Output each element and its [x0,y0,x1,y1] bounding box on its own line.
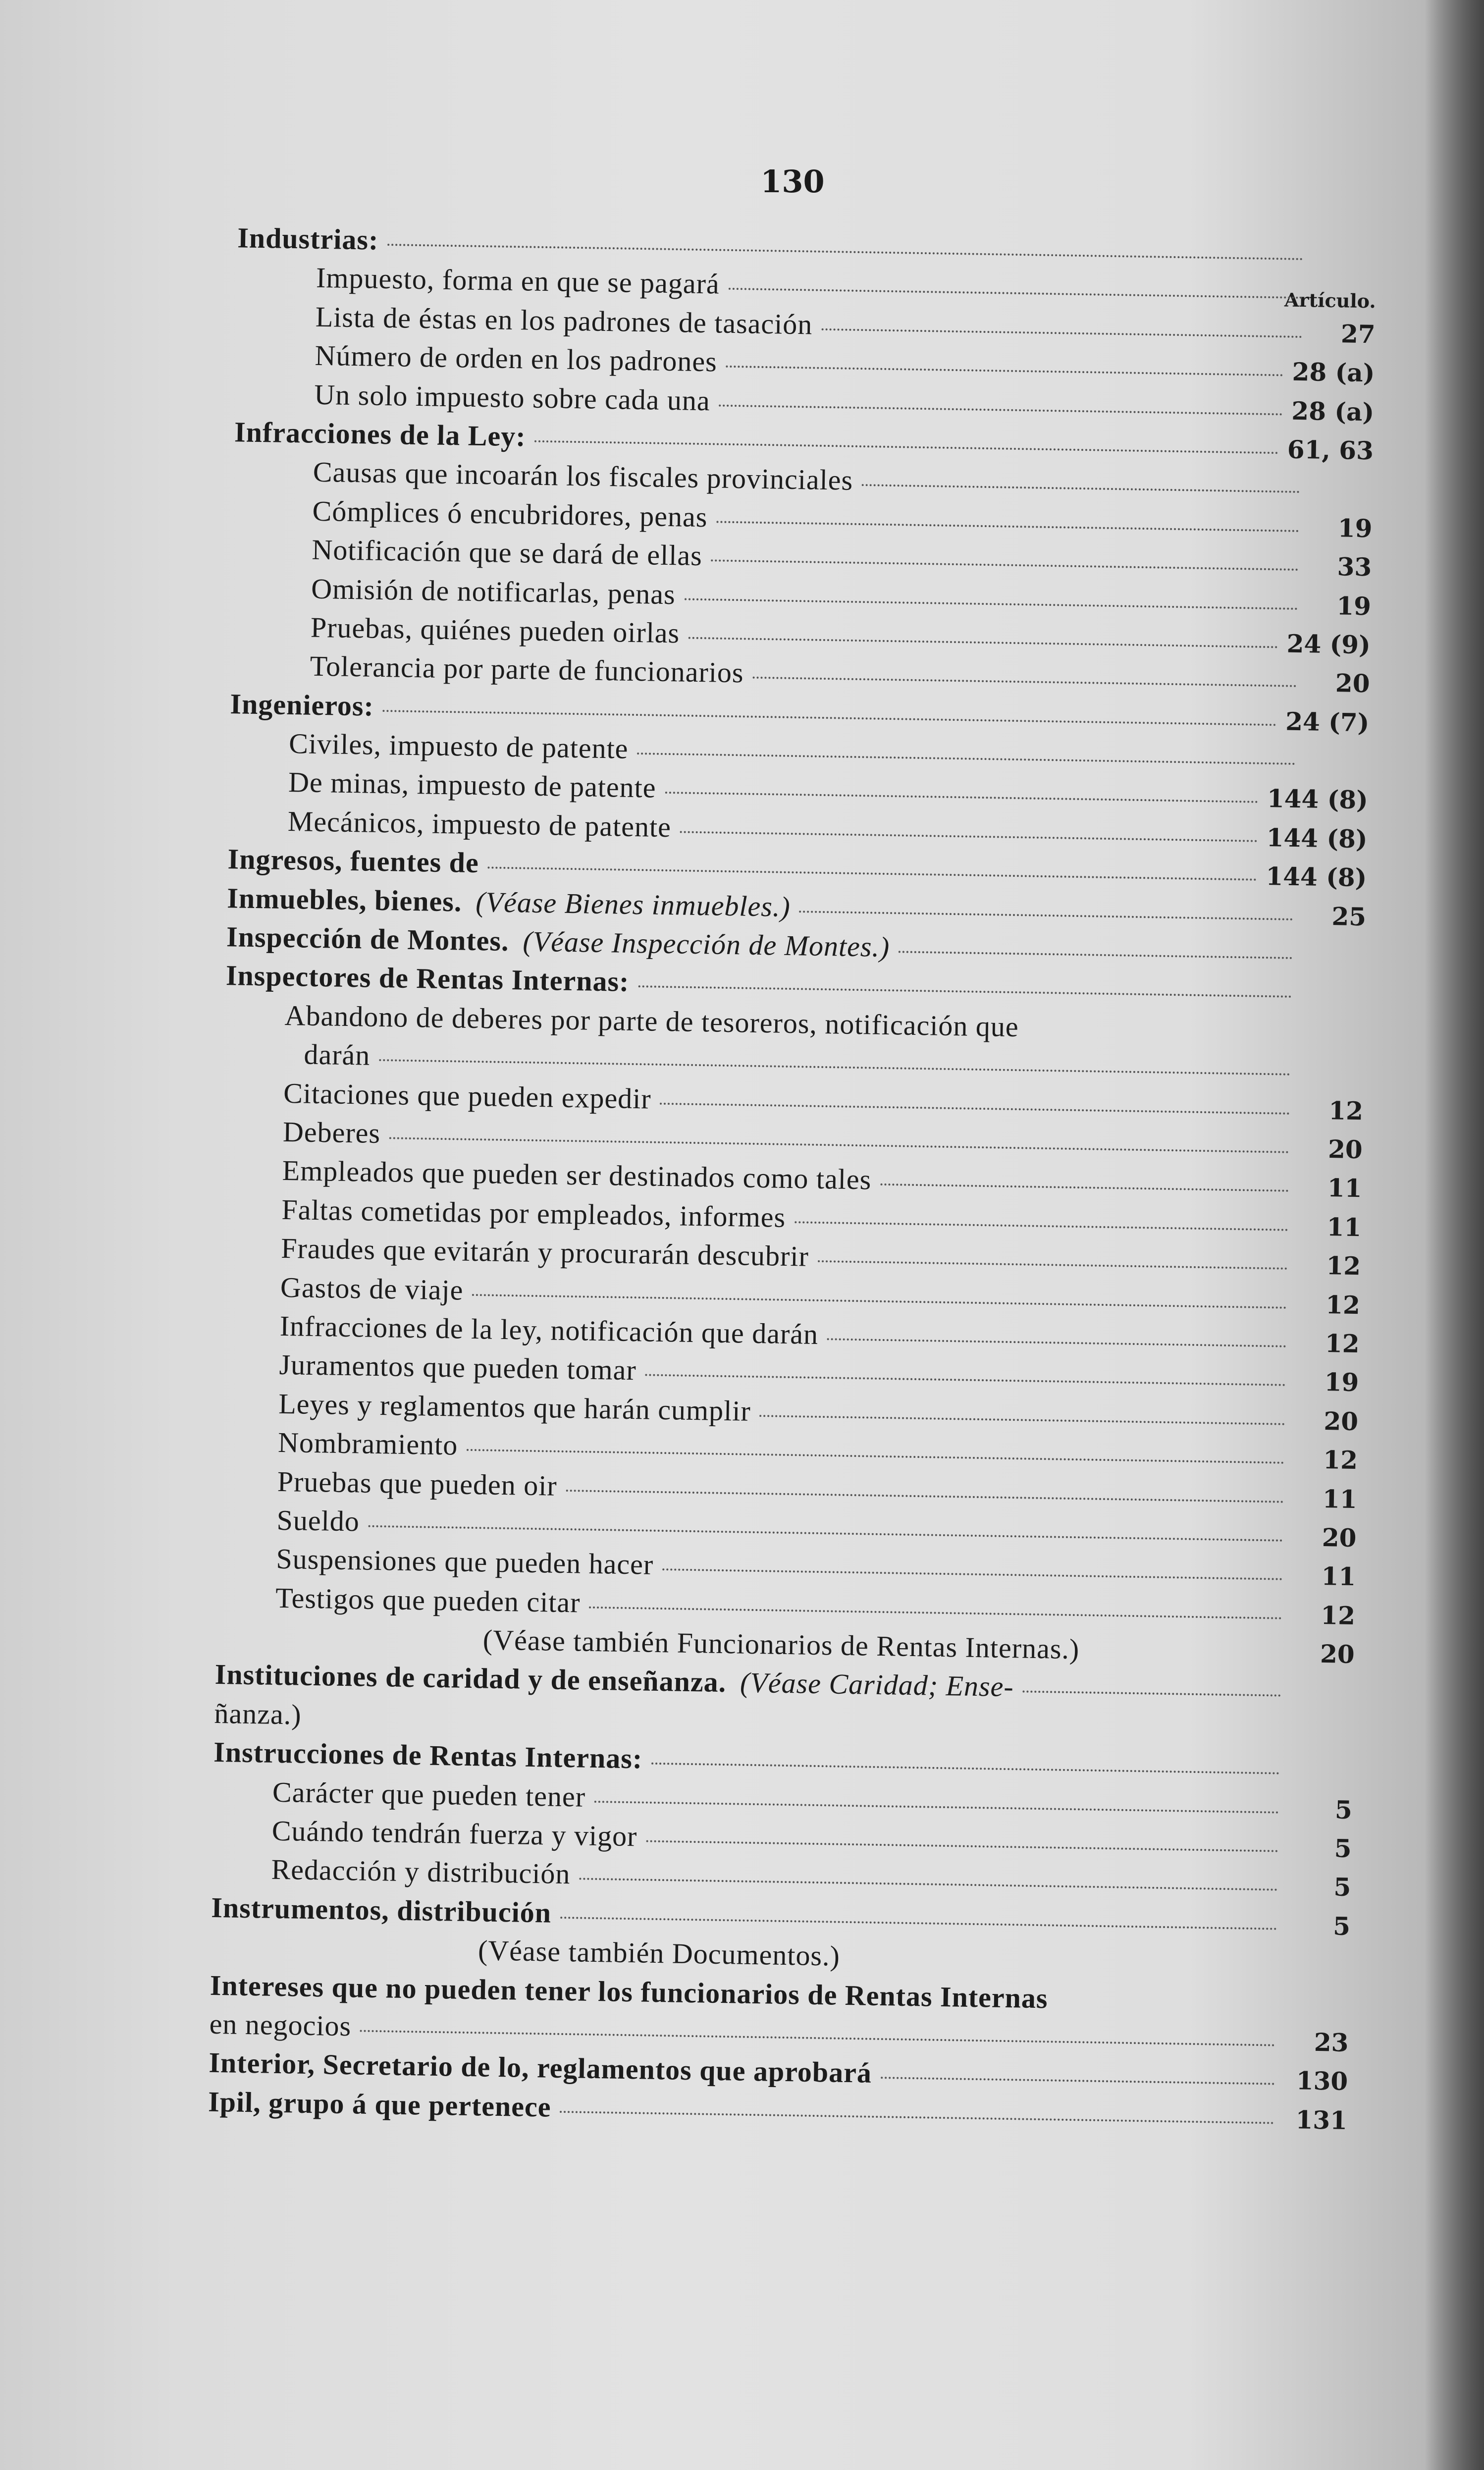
leader-dots [729,288,1303,299]
article-number: 12 [1323,1445,1358,1475]
entry-text: Número de orden en los padrones [315,339,718,378]
entry-text: Infracciones de la Ley: [234,416,527,453]
article-number: 11 [1326,1212,1362,1242]
article-number: 28 (a) [1292,357,1375,388]
leader-dots [726,366,1283,376]
leader-dots [899,951,1292,959]
leader-dots [880,1183,1288,1192]
article-number: 11 [1321,1561,1356,1592]
article-number: 131 [1295,2105,1348,2135]
article-number: 144 (8) [1266,822,1368,854]
article-number [1308,497,1373,498]
leader-dots [389,1137,1289,1153]
leader-dots [711,559,1299,571]
leader-dots [821,328,1302,338]
index-text-block [168,218,1377,2139]
entry-cross-reference: (Véase Bienes inmuebles.) [475,885,791,923]
leader-dots [689,637,1278,648]
article-number: 33 [1337,552,1372,582]
leader-dots [795,1221,1288,1231]
entry-text: (Véase también Documentos.) [477,1934,841,1972]
index-entries [168,218,1377,2139]
article-number: 28 (a) [1291,396,1375,427]
entry-text: Mecánicos, impuesto de patente [287,805,672,844]
article-number: 20 [1320,1639,1355,1669]
leader-dots [660,1102,1289,1114]
leader-dots [560,2111,1274,2124]
article-number: 12 [1326,1251,1361,1281]
article-number: 144 (8) [1267,784,1369,815]
entry-text: Leyes y reglamentos que harán cumplir [278,1387,751,1427]
article-number [1289,1740,1353,1741]
entry-text: Faltas cometidas por empleados, informes [281,1193,786,1234]
entry-text: Instrumentos, distribución [211,1891,552,1929]
entry-text: Empleados que pueden ser destinados como tales [282,1154,872,1196]
entry-text: Nombramiento [277,1426,458,1461]
article-number: 20 [1335,668,1370,698]
article-number: 19 [1337,513,1373,543]
leader-dots [560,1917,1277,1930]
article-number: 19 [1324,1367,1359,1397]
entry-text: Pruebas, quiénes pueden oirlas [310,611,680,649]
entry-text: Instituciones de caridad y de enseñanza. [214,1658,727,1699]
entry-text: Redacción y distribución [271,1853,571,1890]
article-number [1284,2011,1349,2012]
entry-text: De minas, impuesto de patente [288,766,657,805]
entry-text: Inmuebles, bienes. [226,881,462,918]
leader-dots [680,831,1258,842]
entry-text: Deberes [282,1115,381,1149]
leader-dots [716,521,1299,532]
leader-dots [488,867,1257,881]
entry-text: Juramentos que pueden tomar [279,1348,637,1387]
leader-dots [472,1294,1287,1309]
leader-dots [719,404,1283,415]
article-number [1289,1701,1354,1702]
leader-dots [369,1525,1283,1542]
entry-text: Cómplices ó encubridores, penas [312,494,708,533]
article-number: 12 [1325,1328,1360,1359]
entry-text: Cuándo tendrán fuerza y vigor [271,1814,637,1853]
entry-text: Infracciones de la ley, notificación que darán [279,1309,819,1350]
entry-text: Suspensiones que pueden hacer [275,1543,654,1581]
article-number: 144 (8) [1266,861,1367,893]
leader-dots [383,710,1276,726]
entry-text: Inspección de Montes. [226,920,510,958]
article-number: 19 [1336,591,1372,621]
article-number: 5 [1334,1833,1352,1863]
article-number: 20 [1324,1406,1359,1436]
entry-text: Tolerancia por parte de funcionarios [310,649,744,689]
article-number [1285,1973,1350,1974]
article-number: 5 [1333,1872,1351,1902]
article-number: 20 [1322,1522,1357,1553]
article-number: 5 [1334,1795,1353,1825]
article-number [1301,963,1366,964]
entry-text: darán [303,1038,371,1072]
leader-dots [360,2030,1275,2046]
article-number: 24 (7) [1285,706,1370,737]
page-number: 130 [760,163,825,200]
article-number: 24 (9) [1286,629,1371,660]
leader-dots [579,1878,1277,1891]
leader-dots [881,2077,1274,2085]
leader-dots [594,1801,1279,1814]
leader-dots [662,1568,1282,1580]
entry-text: Inspectores de Rentas Internas: [225,959,630,998]
entry-text: (Véase también Funcionarios de Rentas Internas.) [482,1623,1080,1665]
article-number: 27 [1340,319,1376,349]
entry-text: Ingresos, fuentes de [227,843,479,879]
article-number: 11 [1327,1173,1362,1203]
article-number: 5 [1332,1911,1351,1941]
entry-text: Testigos que pueden citar [275,1581,581,1619]
entry-text: Causas que incoarán los fiscales provinciales [313,456,853,497]
entry-text: Intereses que no pueden tener los funcionarios de Rentas Internas [210,1969,1049,2014]
entry-text: Notificación que se dará de ellas [312,533,703,572]
leader-dots [818,1260,1287,1270]
leader-dots [862,484,1300,493]
leader-dots [665,792,1258,803]
leader-dots [651,1763,1279,1774]
entry-text: Omisión de notificarlas, penas [311,572,676,610]
leader-dots [534,440,1278,454]
entry-text: Carácter que pueden tener [272,1775,586,1813]
entry-text: en negocios [209,2007,352,2042]
article-number [1299,1079,1364,1080]
article-number: 61, 63 [1287,434,1374,466]
leader-dots [637,752,1295,765]
entry-text: Industrias: [237,221,379,256]
entry-text: Ipil, grupo á que pertenece [208,2085,552,2123]
article-number: 12 [1328,1095,1364,1126]
leader-dots [752,677,1296,687]
entry-text: Un solo impuesto sobre cada una [314,378,711,417]
entry-text: Sueldo [276,1503,360,1538]
leader-dots [646,1840,1278,1852]
article-number: 20 [1327,1134,1363,1165]
article-number: 11 [1322,1484,1358,1514]
entry-text: Citaciones que pueden expedir [283,1076,652,1115]
article-number: 12 [1320,1600,1356,1630]
leader-dots [1023,1691,1281,1697]
spacer [1079,1659,1290,1662]
spacer [1018,1036,1300,1041]
article-number: 130 [1296,2066,1348,2096]
entry-text: Gastos de viaje [280,1271,464,1306]
article-number: 25 [1331,901,1367,931]
entry-text: Interior, Secretario de lo, reglamentos que aprobará [209,2046,872,2090]
entry-text: Impuesto, forma en que se pagará [316,262,720,300]
article-number [1300,1041,1364,1042]
leader-dots [760,1415,1285,1425]
leader-dots [645,1374,1286,1386]
leader-dots [467,1449,1284,1464]
entry-text: Lista de éstas en los padrones de tasación [315,300,813,341]
article-number [1312,264,1377,265]
entry-cross-reference: (Véase Caridad; Ense- [740,1666,1014,1703]
leader-dots [827,1338,1286,1347]
leader-dots [589,1606,1282,1619]
entry-text: Instrucciones de Rentas Internas: [213,1736,643,1775]
entry-text: Civiles, impuesto de patente [288,727,629,765]
spacer [840,1966,1285,1973]
leader-dots [566,1489,1284,1503]
article-number: 23 [1314,2027,1349,2057]
column-header: Artículo. [1284,288,1377,313]
article-number [1304,769,1369,770]
page-edge-shadow [1425,0,1484,2470]
leader-dots [379,1059,1290,1075]
entry-text: Fraudes que evitarán y procurarán descubrir [280,1232,809,1273]
article-number [1288,1778,1353,1779]
spacer [1048,2008,1284,2012]
article-number [1300,1002,1365,1003]
article-number: 12 [1325,1289,1361,1320]
leader-dots [799,911,1293,920]
leader-dots [638,986,1291,998]
entry-text: Ingenieros: [230,687,374,722]
leader-dots [685,598,1298,609]
entry-text: Pruebas que pueden oir [277,1465,558,1502]
entry-text: Abandono de deberes por parte de tesoreros, notificación que [284,999,1019,1043]
leader-dots [387,244,1303,260]
entry-cross-reference: (Véase Inspección de Montes.) [523,925,890,964]
entry-text: ñanza.) [214,1697,302,1731]
